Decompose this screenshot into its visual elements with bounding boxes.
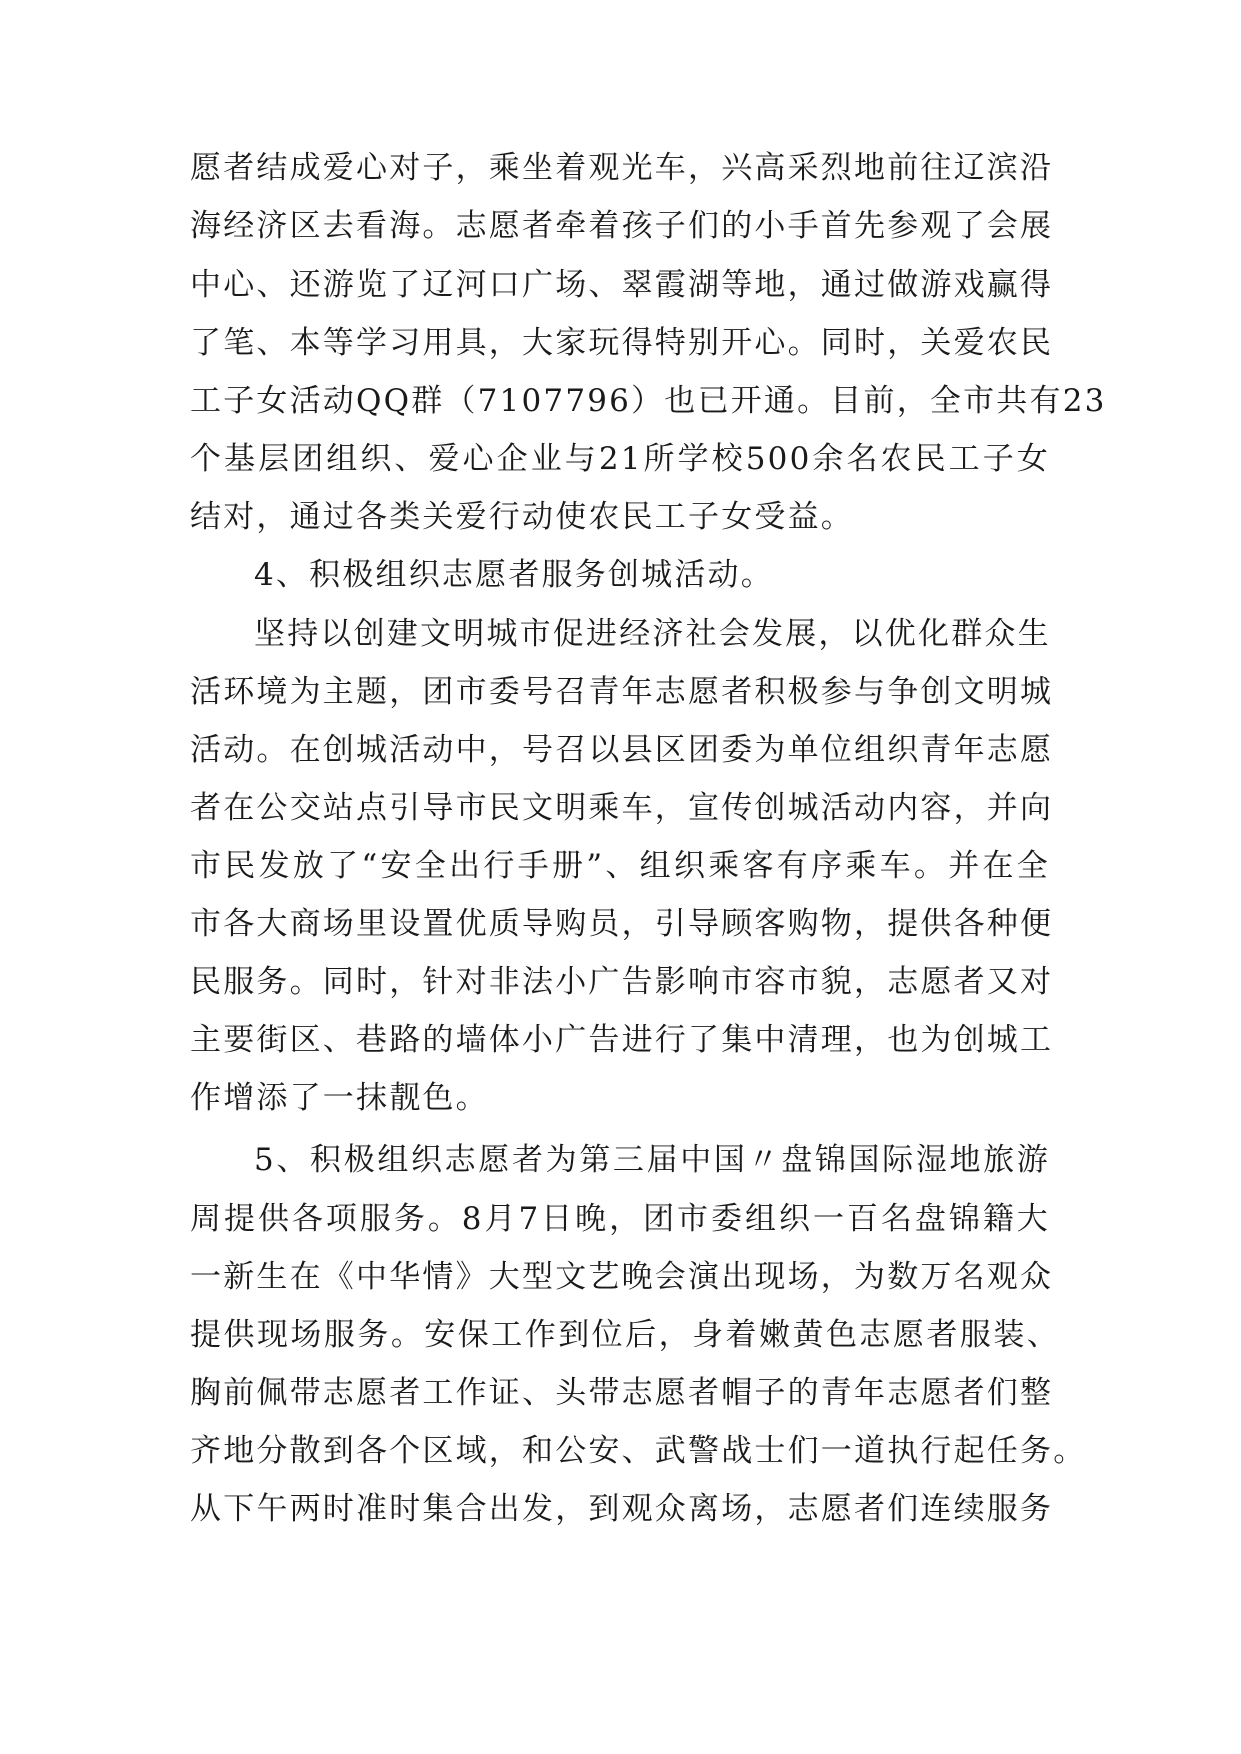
text-line: 中心、还游览了辽河口广场、翠霞湖等地，通过做游戏赢得 [190, 267, 1054, 303]
text-line: 民服务。同时，针对非法小广告影响市容市貌，志愿者又对 [190, 964, 1054, 1000]
text-line: 个基层团组织、爱心企业与21所学校500余名农民工子女 [190, 441, 1050, 477]
text-line: 了笔、本等学习用具，大家玩得特别开心。同时，关爱农民 [190, 325, 1054, 361]
text-line: 海经济区去看海。志愿者牵着孩子们的小手首先参观了会展 [190, 208, 1054, 244]
text-line: 市各大商场里设置优质导购员，引导顾客购物，提供各种便 [190, 906, 1054, 942]
text-line: 愿者结成爱心对子，乘坐着观光车，兴高采烈地前往辽滨沿 [190, 150, 1054, 186]
text-line: 结对，通过各类关爱行动使农民工子女受益。 [190, 499, 854, 535]
text-line: 者在公交站点引导市民文明乘车，宣传创城活动内容，并向 [190, 790, 1054, 826]
text-line: 坚持以创建文明城市促进经济社会发展，以优化群众生 [254, 616, 1051, 652]
text-line: 工子女活动QQ群（7107796）也已开通。目前，全市共有23 [190, 383, 1107, 419]
section-heading: 4、积极组织志愿者服务创城活动。 [254, 557, 774, 593]
text-line: 胸前佩带志愿者工作证、头带志愿者帽子的青年志愿者们整 [190, 1375, 1054, 1411]
text-line: 活动。在创城活动中，号召以县区团委为单位组织青年志愿 [190, 732, 1054, 768]
text-line: 从下午两时准时集合出发，到观众离场，志愿者们连续服务 [190, 1491, 1054, 1527]
text-line: 活环境为主题，团市委号召青年志愿者积极参与争创文明城 [190, 674, 1054, 710]
text-line: 一新生在《中华情》大型文艺晚会演出现场，为数万名观众 [190, 1259, 1054, 1295]
text-line: 市民发放了“安全出行手册”、组织乘客有序乘车。并在全 [190, 848, 1050, 884]
text-line: 作增添了一抹靓色。 [190, 1080, 489, 1116]
text-line: 主要街区、巷路的墙体小广告进行了集中清理，也为创城工 [190, 1022, 1054, 1058]
text-line: 周提供各项服务。8月7日晚，团市委组织一百名盘锦籍大 [190, 1201, 1050, 1237]
text-line: 提供现场服务。安保工作到位后，身着嫩黄色志愿者服装、 [190, 1317, 1060, 1353]
section-heading: 5、积极组织志愿者为第三届中国〃盘锦国际湿地旅游 [254, 1142, 1050, 1178]
text-line: 齐地分散到各个区域，和公安、武警战士们一道执行起任务。 [190, 1433, 1087, 1469]
